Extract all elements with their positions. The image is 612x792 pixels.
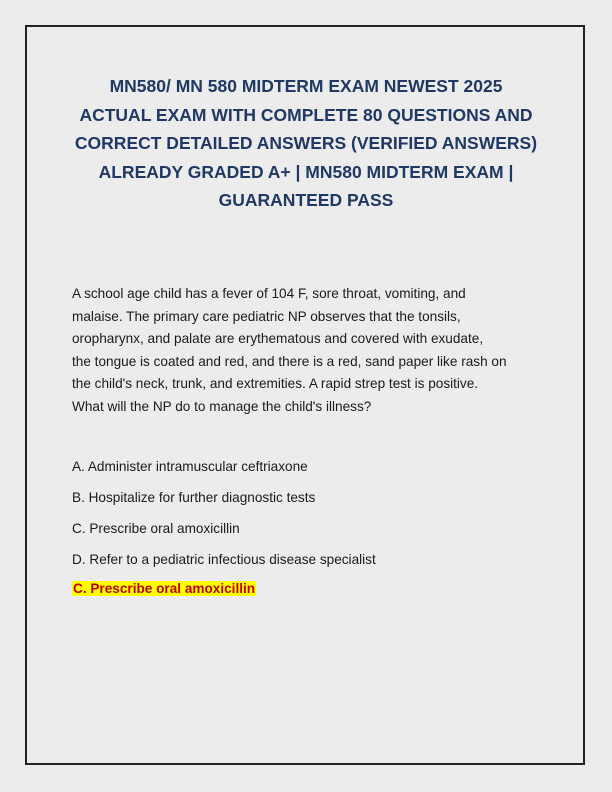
question-line: What will the NP do to manage the child's illness? (72, 398, 372, 414)
title-line: MN580/ MN 580 MIDTERM EXAM NEWEST 2025 (109, 76, 503, 96)
question-line: A school age child has a fever of 104 F, sore throat, vomiting, and (72, 286, 466, 301)
question-line: malaise. The primary care pediatric NP observes that the tonsils, (72, 308, 461, 324)
question-line: oropharynx, and palate are erythematous and covered with exudate, (72, 331, 484, 346)
option-d: D. Refer to a pediatric infectious disease specialist (72, 552, 376, 567)
question-line: the child's neck, trunk, and extremities. A rapid strep test is positive. (72, 376, 479, 391)
correct-answer (72, 580, 256, 598)
option-a: A. Administer intramuscular ceftriaxone (72, 459, 308, 474)
correct-answer-highlight: C. Prescribe oral amoxicillin (73, 581, 256, 596)
title-line: GUARANTEED PASS (218, 190, 394, 210)
answer-options (72, 456, 552, 580)
document-title (60, 72, 552, 215)
question-text (72, 283, 552, 418)
option-c: C. Prescribe oral amoxicillin (72, 521, 240, 536)
question-line: the tongue is coated and red, and there is a red, sand paper like rash on (72, 353, 507, 369)
title-line: ACTUAL EXAM WITH COMPLETE 80 QUESTIONS AND (79, 104, 533, 125)
title-line: ALREADY GRADED A+ | MN580 MIDTERM EXAM | (98, 161, 514, 182)
option-b: B. Hospitalize for further diagnostic tests (72, 490, 316, 505)
title-line: CORRECT DETAILED ANSWERS (VERIFIED ANSWERS) (74, 133, 538, 153)
